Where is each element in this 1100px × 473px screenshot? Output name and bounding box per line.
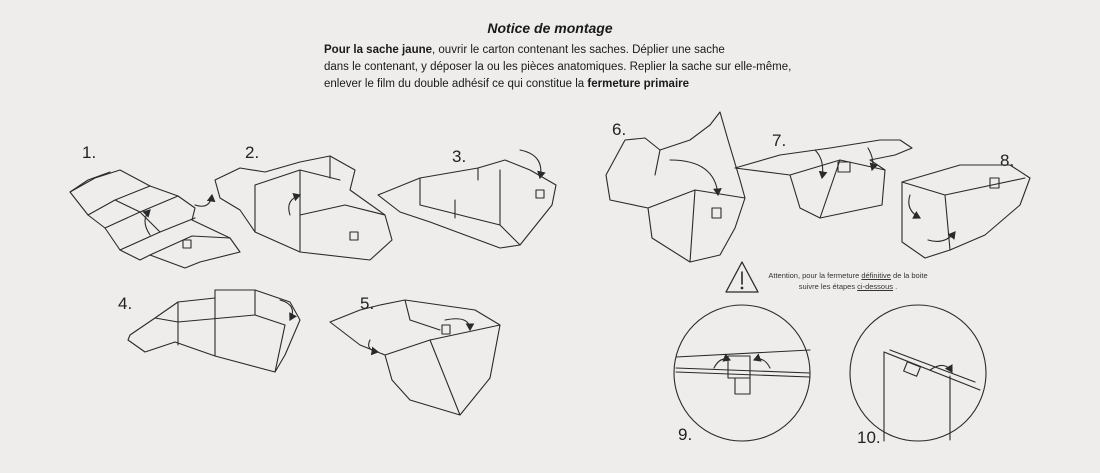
step-1-number: 1. bbox=[82, 143, 97, 162]
warning-text: Attention, pour la fermeture définitive de la boite suivre les étapes ci-dessous . bbox=[768, 271, 928, 291]
step-10-number: 10. bbox=[857, 428, 881, 447]
intro-line-1: Pour la sache jaune, ouvrir le carton contenant les saches. Déplier une sache bbox=[324, 44, 725, 56]
step-6-drawing bbox=[606, 112, 745, 262]
step-4-drawing bbox=[128, 290, 300, 372]
page-title: Notice de montage bbox=[487, 20, 613, 36]
step-6-number: 6. bbox=[612, 120, 627, 139]
step-2-number: 2. bbox=[245, 143, 260, 162]
step-7-drawing bbox=[735, 140, 912, 218]
step-5-number: 5. bbox=[360, 294, 375, 313]
step-1-drawing bbox=[70, 170, 240, 268]
step-9-drawing bbox=[674, 305, 810, 441]
step-5-drawing bbox=[330, 300, 500, 415]
step-8-drawing bbox=[902, 165, 1030, 258]
step-9-number: 9. bbox=[678, 425, 693, 444]
step-3-number: 3. bbox=[452, 147, 467, 166]
step-7-number: 7. bbox=[772, 131, 787, 150]
intro-line-2: dans le contenant, y déposer la ou les pièces anatomiques. Replier la sache sur elle-même, bbox=[324, 61, 792, 73]
step-3-drawing bbox=[378, 150, 556, 248]
step-4-number: 4. bbox=[118, 294, 133, 313]
warning-icon bbox=[726, 262, 758, 292]
step-10-drawing bbox=[850, 305, 986, 441]
step-8-number: 8. bbox=[1000, 151, 1015, 170]
step-2-drawing bbox=[215, 156, 392, 260]
intro-line-3: enlever le film du double adhésif ce qui constitue la fermeture primaire bbox=[324, 78, 690, 90]
